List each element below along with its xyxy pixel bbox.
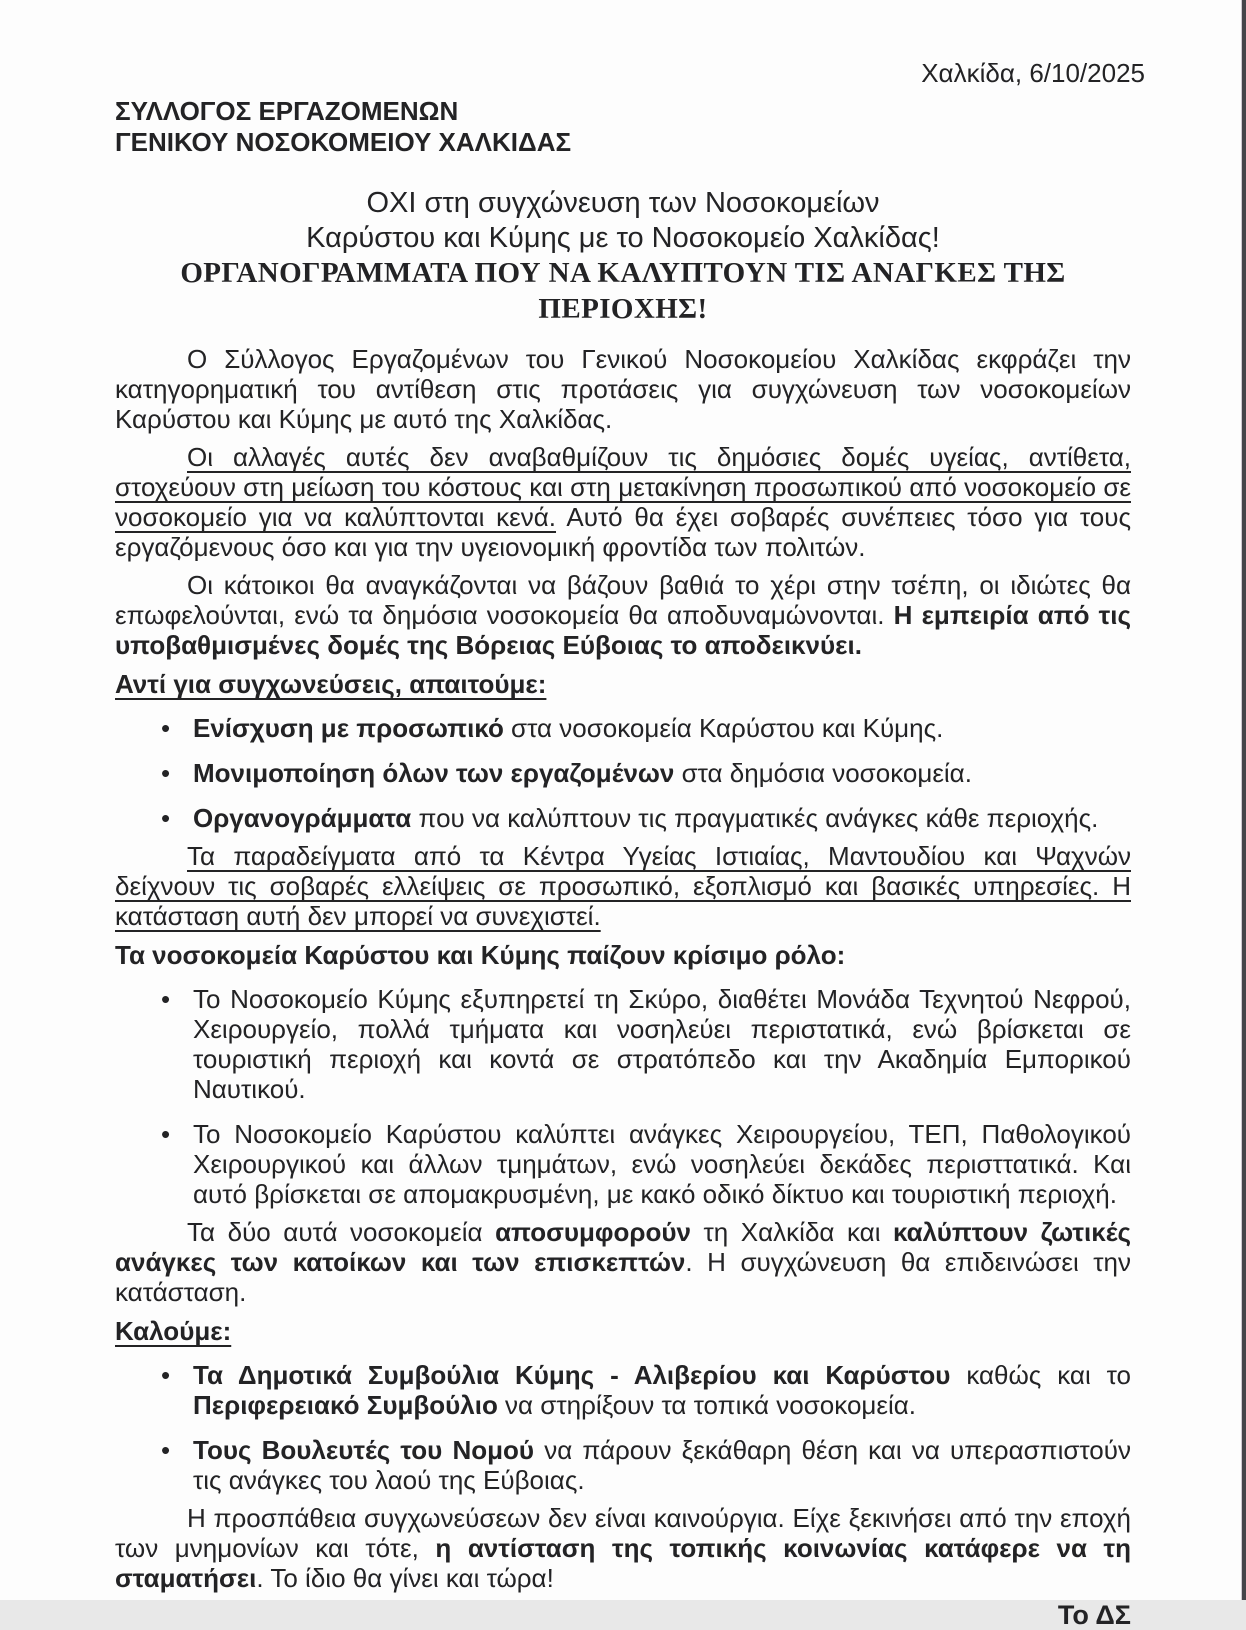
list-item [161,1119,1131,1209]
bullet-icon: • [161,984,171,1014]
paragraph-intro [115,344,1131,434]
paragraph-history [115,1503,1131,1593]
heading-demands: Αντί για συγχωνεύσεις, απαιτούμε: [115,669,547,699]
list-item-bold: Ενίσχυση με προσωπικό [193,713,504,743]
list-item-text [193,758,1131,788]
list-item [161,758,1131,788]
paragraph-relieve-b0: αποσυμφορούν [495,1217,691,1247]
hospitals-list [115,984,1131,1209]
call-list [115,1360,1131,1495]
paragraph-residents-bold: Η εμπειρία από τις υποβαθμισμένες δομές της Βόρειας Εύβοιας το αποδεικνύει. [115,600,1132,660]
list-item-rest: στα νοσοκομεία Καρύστου και Κύμης. [503,713,944,743]
letterhead [115,96,1131,158]
paragraph-health-centers-underlined: Τα παραδείγματα από τα Κέντρα Υγείας Ιστιαίας, Μαντουδίου και Ψαχνών δείχνουν τις σοβαρές ελλείψεις σε προσωπικό, εξοπλισμό και βασικές υπηρεσίες. Η κατάσταση αυτή δεν μπορεί να συνεχιστεί. [115,841,1131,931]
list-item [161,803,1131,833]
paragraph-history-r0: Η προσπάθεια συγχωνεύσεων δεν είναι καινούργια. Είχε ξεκινήσει από την εποχή των μνημονίων και τότε, [115,1503,1131,1563]
list-item-text [193,713,1131,743]
title-block [115,185,1131,327]
heading-critical-role: Τα νοσοκομεία Καρύστου και Κύμης παίζουν κρίσιμο ρόλο: [115,940,846,970]
heading-call: Καλούμε: [115,1316,232,1346]
demands-list [115,713,1131,833]
paragraph-changes-underlined: Οι αλλαγές αυτές δεν αναβαθμίζουν τις δημόσιες δομές υγείας, αντίθετα, στοχεύουν στη μείωση του κόστους και στη μετακίνηση προσωπικού από νοσοκομείο σε νοσοκομείο για να καλύπτονται κενά. [115,442,1131,532]
paragraph-relieve [115,1217,1131,1307]
list-item-bold: Μονιμοποίηση όλων των εργαζομένων [193,758,675,788]
list-item [161,984,1131,1104]
bullet-icon: • [161,1360,171,1390]
bullet-icon: • [161,1435,171,1465]
paragraph-changes-rest: Αυτό θα έχει σοβαρές συνέπειες τόσο για τους εργαζόμενους όσο και για την υγειονομική φροντίδα των πολιτών. [115,502,1131,562]
list-item [161,1435,1131,1495]
title-line-2: Καρύστου και Κύμης με το Νοσοκομείο Χαλκίδας! [306,222,940,254]
letterhead-line-2: ΓΕΝΙΚΟΥ ΝΟΣΟΚΟΜΕΙΟΥ ΧΑΛΚΙΔΑΣ [115,127,572,157]
date-line: Χαλκίδα, 6/10/2025 [921,58,1145,88]
list-item [161,713,1131,743]
signature: Το ΔΣ [1057,1600,1131,1630]
bullet-icon: • [161,803,171,833]
paragraph-history-b0: η αντίσταση της τοπικής κοινωνίας κατάφερε να τη σταματήσει [115,1533,1132,1593]
bullet-icon: • [161,1119,171,1149]
list-item [161,1360,1131,1420]
list-item-text [193,1360,1131,1420]
list-item-rest: να στηρίξουν τα τοπικά νοσοκομεία. [497,1390,917,1420]
letterhead-line-1: ΣΥΛΛΟΓΟΣ ΕΡΓΑΖΟΜΕΝΩΝ [115,96,459,126]
paragraph-relieve-b1: καλύπτουν ζωτικές ανάγκες των κατοίκων και των επισκεπτών [115,1217,1131,1277]
list-item-rest: που να καλύπτουν τις πραγματικές ανάγκες κάθε περιοχής. [411,803,1099,833]
list-item-text [193,1435,1131,1495]
list-item-rest: στα δημόσια νοσοκομεία. [674,758,972,788]
bullet-icon: • [161,713,171,743]
list-item-bold: Οργανογράμματα [193,803,412,833]
paragraph-health-centers [115,841,1131,931]
paragraph-residents-text: Οι κάτοικοι θα αναγκάζονται να βάζουν βαθιά το χέρι στην τσέπη, οι ιδιώτες θα επωφελούνται, ενώ τα δημόσια νοσοκομεία θα αποδυναμώνονται. [115,570,1131,630]
list-item-rest: καθώς και το [950,1360,1132,1390]
scan-edge-artifact [1241,0,1246,1600]
list-item-text: Το Νοσοκομείο Κύμης εξυπηρετεί τη Σκύρο, διαθέτει Μονάδα Τεχνητού Νεφρού, Χειρουργείο, πολλά τμήματα και νοσηλεύει περιστατικά, ενώ βρίσκεται σε τουριστική περιοχή και κοντά σε στρατόπεδο και την Ακαδημία Εμπορικού Ναυτικού. [193,984,1131,1104]
list-item-text: Το Νοσοκομείο Καρύστου καλύπτει ανάγκες Χειρουργείου, ΤΕΠ, Παθολογικού Χειρουργικού και άλλων τμημάτων, ενώ νοσηλεύει δεκάδες περισττατικά. Και αυτό βρίσκεται σε απομακρυσμένη, με κακό οδικό δίκτυο και τουριστική περιοχή. [193,1119,1131,1209]
title-line-1: ΟΧΙ στη συγχώνευση των Νοσοκομείων [366,187,880,219]
title-line-3: ΟΡΓΑΝΟΓΡΑΜΜΑΤΑ ΠΟΥ ΝΑ ΚΑΛΥΠΤΟΥΝ ΤΙΣ ΑΝΑΓΚΕΣ ΤΗΣ ΠΕΡΙΟΧΗΣ! [180,257,1066,325]
paragraph-relieve-r2: . Η συγχώνευση θα επιδεινώσει την κατάσταση. [115,1247,1131,1307]
paragraph-relieve-r0: Τα δύο αυτά νοσοκομεία [187,1217,496,1247]
paragraph-changes [115,442,1131,562]
paragraph-residents [115,570,1131,660]
list-item-rest: να πάρουν ξεκάθαρη θέση και να υπερασπιστούν τις ανάγκες του λαού της Εύβοιας. [193,1435,1131,1495]
paragraph-history-r1: . Το ίδιο θα γίνει και τώρα! [256,1563,554,1593]
list-item-bold: Τα Δημοτικά Συμβούλια Κύμης - Αλιβερίου και Καρύστου [193,1360,951,1390]
list-item-text [193,803,1131,833]
paragraph-intro-text: Ο Σύλλογος Εργαζομένων του Γενικού Νοσοκομείου Χαλκίδας εκφράζει την κατηγορηματική του αντίθεση στις προτάσεις για συγχώνευση των νοσοκομείων Καρύστου και Κύμης με αυτό της Χαλκίδας. [115,344,1131,434]
list-item-bold: Τους Βουλευτές του Νομού [193,1435,535,1465]
list-item-bold: Περιφερειακό Συμβούλιο [193,1390,498,1420]
bullet-icon: • [161,758,171,788]
paragraph-relieve-r1: τη Χαλκίδα και [690,1217,894,1247]
